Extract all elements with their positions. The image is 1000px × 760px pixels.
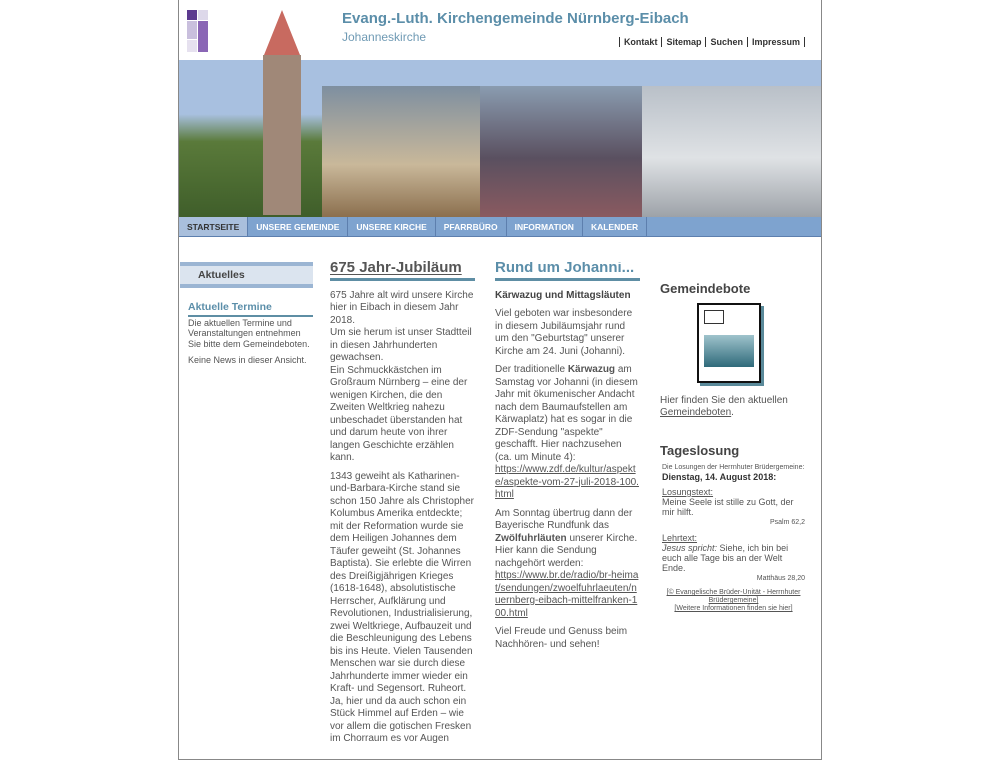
- losung-intro: Die Losungen der Herrnhuter Brüdergemeine:: [662, 464, 805, 471]
- article-text: 675 Jahre alt wird unsere Kirche hier in Eibach in diesem Jahr 2018.: [330, 289, 474, 326]
- article-text: Viel Freude und Genuss beim Nachhören- und sehen!: [495, 626, 628, 650]
- page: [178, 0, 822, 760]
- gemeindebote-text: Hier finden Sie den aktuellen: [660, 394, 788, 406]
- sidebar: [180, 262, 313, 372]
- lehrtext: Siehe, ich bin bei euch alle Tage bis an der Welt Ende.: [662, 543, 789, 573]
- article-title[interactable]: Rund um Johanni...: [495, 262, 640, 281]
- sidebar-box-title: Aktuelles: [180, 262, 313, 288]
- br-link[interactable]: https://www.br.de/radio/br-heimat/sendungen/zwoelfuhrlaeuten/nuernberg-eibach-mittelfranken-100.html: [495, 570, 639, 619]
- lehrtext-label: Lehrtext:: [662, 533, 698, 543]
- losung-text: Meine Seele ist stille zu Gott, der mir hilft.: [662, 497, 794, 517]
- article-bold: Kärwazug: [567, 364, 616, 375]
- lehrtext-ref: Matthäus 28,20: [756, 575, 805, 582]
- nav-startseite[interactable]: STARTSEITE: [179, 217, 248, 236]
- losung-label: Losungstext:: [662, 487, 714, 497]
- sidebar-text: Die aktuellen Termine und Veranstaltungen entnehmen Sie bitte dem Gemeindeboten.: [188, 317, 310, 349]
- nav-pfarrbuero[interactable]: PFARRBÜRO: [436, 217, 507, 236]
- article-title[interactable]: 675 Jahr-Jubiläum: [330, 262, 475, 281]
- article-jubilaeum: [330, 259, 475, 752]
- lehrtext-em: Jesus spricht:: [662, 543, 718, 553]
- nav-information[interactable]: INFORMATION: [507, 217, 583, 236]
- article-bold: Zwölfuhrläuten: [495, 532, 567, 544]
- sidebar-heading[interactable]: Aktuelle Termine: [188, 301, 313, 317]
- article-subtitle: Kärwazug und Mittagsläuten: [495, 289, 631, 301]
- article-text: Um sie herum ist unser Stadtteil in diesen Jahrhunderten gewachsen.: [330, 327, 472, 363]
- sidebar-no-news: Keine News in dieser Ansicht.: [188, 355, 307, 365]
- photo-nave: [322, 86, 480, 217]
- gemeindebote-link[interactable]: Gemeindeboten: [660, 407, 732, 418]
- gemeindebote-title: Gemeindebote: [660, 281, 751, 296]
- meta-link-kontakt[interactable]: Kontakt: [619, 37, 662, 47]
- losung-ref: Psalm 62,2: [769, 519, 805, 526]
- meta-nav: [619, 37, 805, 47]
- tageslosung-title: Tageslosung: [660, 442, 740, 458]
- meta-link-impressum[interactable]: Impressum: [747, 37, 805, 47]
- article-johanni: [495, 262, 640, 657]
- article-text: Der traditionelle: [495, 364, 568, 375]
- article-text: Ein Schmuckkästchen im Großraum Nürnberg – eine der wenigen Kirchen, die den Zweiten Weltkrieg nahezu unbeschadet überstanden hat und darum heute von ihrer langen Geschichte erzählen kann.: [330, 364, 468, 463]
- logo: [187, 10, 209, 52]
- article-text: am Samstag vor Johanni (in diesem Jahr mit ökumenischer Andacht nach dem Baumaufstellen am Kärwaplatz) hat es sogar in die ZDF-Sendung "aspekte" geschafft. Hier nachzusehen (ca. um Minute 4):: [495, 364, 638, 463]
- meta-link-sitemap[interactable]: Sitemap: [661, 37, 705, 47]
- main-nav: [179, 217, 822, 237]
- photo-concert: [480, 86, 642, 217]
- article-text: 1343 geweiht als Katharinen-und-Barbara-Kirche stand sie schon 150 Jahre als Christopher Kolumbus Amerika entdeckte; mit der Reformation wurde sie dem Heiligen Johannes dem Täufer geweiht (St. Johannes Baptista). Sie erlebte die Wirren des Dreißigjährigen Krieges (1618-1648), absolutistische Herrscher, Aufklärung und Revolutionen, Industrialisierung, zwei Weltkriege, Aufbauzeit und die Beschleunigung des Lebens bis ins Heute. Vielen Tausenden Menschen war sie durch diese Jahrhunderte immer wieder ein Kraft- und Segensort. Ruheort. Ja, hier und da auch schon ein Stück Himmel auf Erden – wie vor allem die gotischen Fresken im Chorraum es vor Augen: [330, 470, 474, 744]
- copyright-link[interactable]: [© Evangelische Brüder-Unität - Herrnhuter Brüdergemeine]: [666, 589, 801, 604]
- site-title[interactable]: Evang.-Luth. Kirchengemeinde Nürnberg-Eibach: [342, 10, 689, 27]
- photo-building: [642, 86, 822, 217]
- article-text: Am Sonntag übertrug dann der Bayerische Rundfunk das: [495, 507, 633, 531]
- church-tower-image: [259, 10, 304, 160]
- zdf-link[interactable]: https://www.zdf.de/kultur/aspekte/aspekte-vom-27-juli-2018-100.html: [495, 464, 639, 500]
- gemeindebote-cover[interactable]: [697, 303, 761, 383]
- nav-kalender[interactable]: KALENDER: [583, 217, 647, 236]
- right-column: Gemeindebote Hier finden Sie den aktuellen Gemeindeboten. Tageslosung Die Losungen der Herrnhuter Brüdergemeine: Dienstag, 14. August 2018: Losungstext: Meine Seele ist stille zu Gott, der mir hilft. Psalm 62,2 Lehrtext: Jesus spricht: Siehe, ich bin bei euch alle Tage bis an der Welt Ende. Matthäus 28,20 [© Evangelische Brüder-Unität - Herrnhuter Brüdergemeine] [Weitere Informationen finden sie hier]: [660, 281, 805, 612]
- meta-link-suchen[interactable]: Suchen: [705, 37, 747, 47]
- article-text: unserer Kirche. Hier kann die Sendung nachgehört werden:: [495, 532, 638, 569]
- nav-unsere-kirche[interactable]: UNSERE KIRCHE: [348, 217, 435, 236]
- more-info-link[interactable]: [Weitere Informationen finden sie hier]: [674, 605, 793, 612]
- article-text: Viel geboten war insbesondere in diesem Jubiläumsjahr rund um den "Geburtstag" unserer Kirche am 24. Juni (Johanni).: [495, 308, 633, 357]
- site-subtitle: Johanneskirche: [342, 30, 427, 44]
- losung-date: Dienstag, 14. August 2018:: [662, 472, 777, 482]
- nav-unsere-gemeinde[interactable]: UNSERE GEMEINDE: [248, 217, 348, 236]
